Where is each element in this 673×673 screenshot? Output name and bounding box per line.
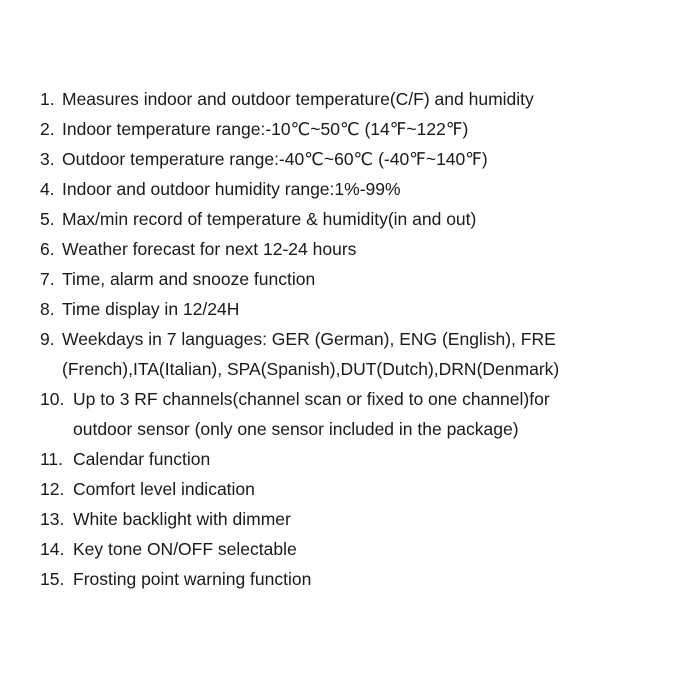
list-item-text: Comfort level indication — [73, 479, 255, 499]
list-item-text-continued: outdoor sensor (only one sensor included in the package) — [73, 419, 519, 439]
list-item — [0, 144, 673, 174]
list-item-number: 2. — [40, 119, 55, 139]
list-item-text-block — [62, 324, 559, 384]
list-item-text: Time, alarm and snooze function — [62, 269, 316, 289]
list-item — [0, 564, 673, 594]
list-item-text: Frosting point warning function — [73, 569, 312, 589]
list-item-number: 14. — [40, 539, 65, 559]
list-item-number: 9. — [40, 329, 55, 349]
list-item-text: Time display in 12/24H — [62, 299, 240, 319]
list-item — [0, 534, 673, 564]
list-item-text: Indoor and outdoor humidity range:1%-99% — [62, 179, 401, 199]
list-item-text: Up to 3 RF channels(channel scan or fixed to one channel)for — [73, 389, 550, 409]
list-item-number: 13. — [40, 509, 65, 529]
list-item-text-continued: (French),ITA(Italian), SPA(Spanish),DUT(Dutch),DRN(Denmark) — [62, 359, 560, 379]
list-item — [0, 264, 673, 294]
list-item-number: 4. — [40, 179, 55, 199]
list-item-number: 6. — [40, 239, 55, 259]
list-item — [0, 504, 673, 534]
list-item — [0, 294, 673, 324]
list-item-text: Indoor temperature range:-10℃~50℃ (14℉~122℉) — [62, 119, 469, 139]
list-item-text: Max/min record of temperature & humidity(in and out) — [62, 209, 477, 229]
list-item-number: 12. — [40, 479, 65, 499]
list-item — [0, 234, 673, 264]
list-item — [0, 174, 673, 204]
list-item — [0, 204, 673, 234]
list-item-number: 1. — [40, 89, 55, 109]
list-item-number: 3. — [40, 149, 55, 169]
list-item — [0, 114, 673, 144]
list-item-number: 7. — [40, 269, 55, 289]
list-item-number: 10. — [40, 389, 65, 409]
list-item-text: White backlight with dimmer — [73, 509, 291, 529]
list-item-number: 8. — [40, 299, 55, 319]
list-item-text: Weather forecast for next 12-24 hours — [62, 239, 357, 259]
list-item — [0, 384, 673, 444]
list-item-text: Key tone ON/OFF selectable — [73, 539, 297, 559]
list-item-number: 15. — [40, 569, 65, 589]
list-item-text: Outdoor temperature range:-40℃~60℃ (-40℉~140℉) — [62, 149, 488, 169]
list-item-text: Measures indoor and outdoor temperature(C/F) and humidity — [62, 89, 534, 109]
list-item — [0, 324, 673, 384]
list-item — [0, 444, 673, 474]
feature-list — [0, 84, 673, 594]
list-item-number: 5. — [40, 209, 55, 229]
list-item — [0, 474, 673, 504]
list-item-text: Weekdays in 7 languages: GER (German), ENG (English), FRE — [62, 329, 556, 349]
list-item-number: 11. — [40, 449, 64, 469]
list-item — [0, 84, 673, 114]
list-item-text: Calendar function — [73, 449, 211, 469]
list-item-text-block — [73, 384, 550, 444]
